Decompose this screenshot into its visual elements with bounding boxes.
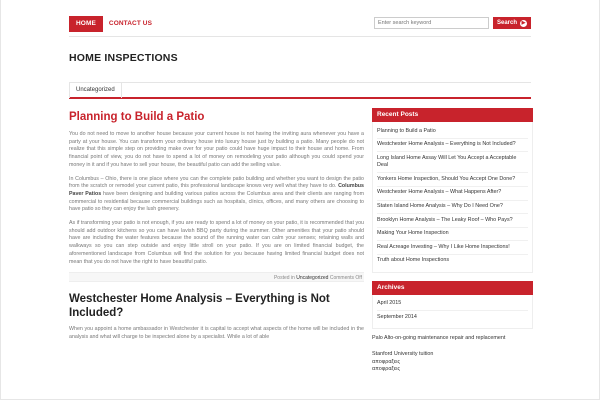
recent-posts-title: Recent Posts <box>372 108 533 122</box>
search-form <box>374 17 531 29</box>
post-paragraph <box>69 176 364 215</box>
nav-home-link[interactable]: HOME <box>69 16 103 32</box>
recent-post-link[interactable]: Truth about Home Inspections <box>377 257 450 264</box>
search-input[interactable] <box>374 17 489 29</box>
post-title[interactable]: Westchester Home Analysis – Everything is Not Included? <box>69 293 330 320</box>
archive-link[interactable]: April 2015 <box>377 298 528 312</box>
post-category-link[interactable]: Uncategorized <box>296 275 329 282</box>
recent-post-link[interactable]: Long Island Home Assay Will Let You Accept a Acceptable Deal <box>377 152 528 173</box>
columbus-paver-patios-link[interactable]: Columbus Paver Patios <box>69 183 364 197</box>
extra-link[interactable]: αποφραξεις <box>372 366 401 373</box>
extra-link[interactable]: αποφραξεις <box>372 358 401 365</box>
post-meta <box>69 272 364 282</box>
post-paragraph: When you appoint a home ambassador in Westchester it is capital to accept what aspects of the home will be included in the analysis and what will charge to be inspected alone by a specialist. While a lot of able <box>69 326 364 340</box>
search-button[interactable] <box>493 17 531 29</box>
recent-posts-list <box>372 122 533 273</box>
recent-post-link[interactable]: Planning to Build a Patio <box>377 125 528 139</box>
site-title[interactable]: HOME INSPECTIONS <box>69 52 178 64</box>
archive-link[interactable]: September 2014 <box>377 313 417 320</box>
archives-widget <box>372 281 533 329</box>
recent-post-link[interactable]: Yonkers Home Inspection, Should You Accept One Done? <box>377 173 528 187</box>
post-title[interactable]: Planning to Build a Patio <box>69 111 205 123</box>
recent-post-link[interactable]: Brooklyn Home Analysis – The Leaky Roof – Who Pays? <box>377 214 528 228</box>
post-paragraph: As if transforming your patio is not enough, if you are ready to spend a lot of money on your patio, it is recommended that you should add outdoor kitchens so you can have lavish BBQ party during the summer. Other amenities that your patio should have are including the water features because the sound of the running water can calm your senses; retaining walls and walkways so you can step outside and enjoy little stroll on your patio. If you are on limited financial budget, the aforementioned landscape from Columbus will find the solution for you because having limited financial budget does not mean that you do not have the right to have beautiful patio. <box>69 220 364 265</box>
extra-link[interactable]: Stanford University tuition <box>372 351 434 358</box>
header-divider <box>69 36 531 37</box>
paragraph-text: have been designing and building various patios across the Columbus area and their clients are ranging from commercial to residential because commercial buildings such as hospitals, clinics, offices, and many others are choosing to have patio so they can enjoy the lush greenery. <box>69 190 364 213</box>
posted-in-label: Posted in <box>273 275 297 282</box>
extra-link[interactable]: Palo Alto-on-going maintenance repair and replacement <box>372 334 506 341</box>
post-paragraph: You do not need to move to another house because your current house is not having the inviting aura whenever you have a party at your house. You can transform your ordinary house into luxury house just by building a patio. Many people do not realize that this simple step on providing make over for your patio could have huge impact to their house and home. From financial point of view, you do not have to spend a lot of money on remodeling your patio although you could spend your money in it and if you have to sell your house, the beautiful patio can add the selling value. <box>69 131 364 168</box>
archives-list <box>372 295 533 329</box>
arrow-right-icon: ▶ <box>521 19 526 26</box>
top-navigation <box>69 16 531 32</box>
recent-post-link[interactable]: Real Acreage Investing – Why I Like Home Inspections! <box>377 241 528 255</box>
recent-post-link[interactable]: Westchester Home Analysis – What Happens After? <box>377 187 528 201</box>
spacer <box>372 342 533 351</box>
archives-title: Archives <box>372 281 533 295</box>
main-content <box>69 110 364 348</box>
nav-contact-link[interactable]: CONTACT US <box>108 20 153 27</box>
extra-links <box>372 335 533 374</box>
category-tab-uncategorized[interactable]: Uncategorized <box>69 83 122 98</box>
paragraph-text: In Columbus – Ohio, there is one place where you can the complete patio building and whether you want to design the patio from the scratch or remodel your current patio, this professional landscape knows very well what they have to do. <box>69 175 364 190</box>
category-bar <box>69 82 531 99</box>
recent-post-link[interactable]: Westchester Home Analysis – Everything is Not Included? <box>377 139 528 153</box>
search-button-label: Search <box>496 20 517 26</box>
sidebar <box>372 108 533 374</box>
comments-status: Comments Off <box>328 275 362 282</box>
recent-post-link[interactable]: Staten Island Home Analysis – Why Do I Need One? <box>377 201 528 215</box>
recent-post-link[interactable]: Making Your Home Inspection <box>377 228 528 242</box>
